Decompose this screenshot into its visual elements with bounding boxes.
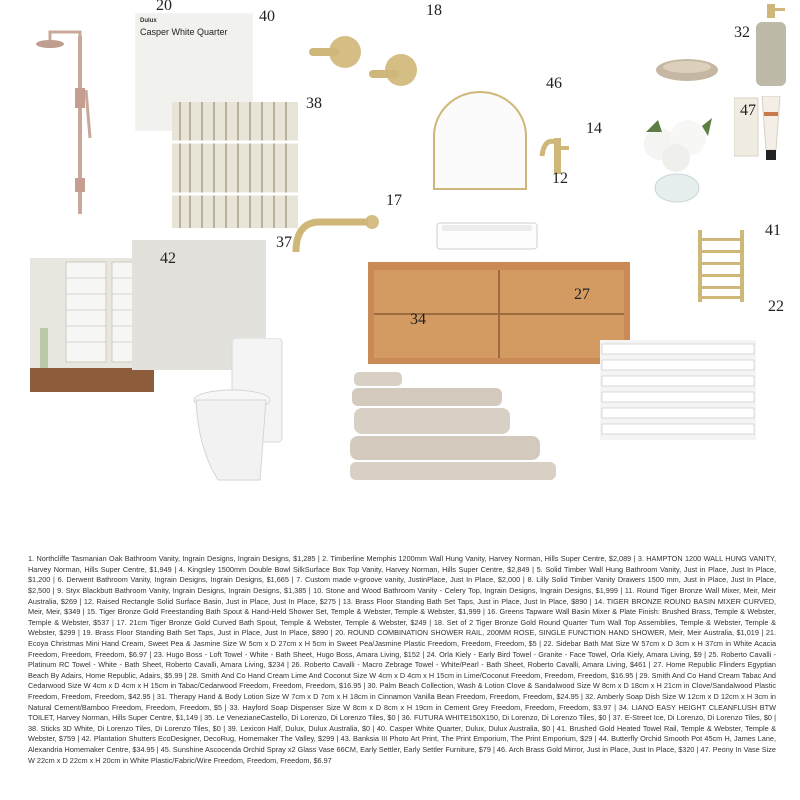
basin-mixer-image bbox=[538, 134, 570, 174]
bath-mat-image bbox=[600, 340, 756, 440]
heated-towel-rail-image bbox=[694, 228, 750, 304]
item-number-41: 41 bbox=[765, 222, 781, 239]
item-number-47: 47 bbox=[740, 102, 756, 119]
item-number-20: 20 bbox=[156, 0, 172, 14]
item-number-32: 32 bbox=[734, 24, 750, 41]
wall-taps-image bbox=[305, 30, 421, 95]
shower-rail-image bbox=[30, 28, 100, 220]
sticks-tile-image bbox=[172, 102, 298, 228]
item-number-22: 22 bbox=[768, 298, 784, 315]
item-number-42: 42 bbox=[160, 250, 176, 267]
peony-vase-image bbox=[636, 114, 718, 204]
bath-spout-image bbox=[292, 210, 380, 270]
toilet-image bbox=[192, 338, 284, 484]
item-number-34: 34 bbox=[410, 311, 426, 328]
towel-stack-image bbox=[350, 370, 556, 482]
product-list-caption: 1. Northcliffe Tasmanian Oak Bathroom Vanity, Ingrain Designs, Ingrain Designs, $1,285 | 2. Timberline Memphis 1200mm Wall Hung Vanity, Harvey Norman, Hills Super Centre, $2,089 | 3. HAMPTON 1200 WALL HUNG VANITY, Harvey Norman, Hills Super Centre, $1,949 | 4. Kingsley 1500mm Double Bowl SilkSurface Box Top Vanity, Harvey Norman, Hills Super Centre, $2,849 | 5. Solid Timber Wall Hung Bathroom Vanity, Just in Place, Just In Place, $1,200 | 6. Derwent Bathroom Vanity, Ingrain Designs, Ingrain Designs, $1,665 | 7. Custom made v-groove vanity, JustinPlace, Just In Place, $2,000 | 8. Lilly Solid Timber Vanity Drawers 1500 mm, Just in Place, Just In Place, $2,500 | 9. Styx Blackbutt Bathroom Vanity, Ingrain Designs, Ingrain Designs, $1,385 | 10. Stone and Wood Bathroom Vanity - Celery Top, Ingrain Designs, Ingrain Designs, $1,999 | 11. Round Tiger Bronze Wall Mixer, Meir, Meir Australia, $269 | 12. Raised Rectangle Solid Surface Basin, Just in Place, Just In Place, $275 | 13. Brass Floor Standing Bath Set Taps, Just in Place, Just In Place, $890 | 14. TIGER BRONZE ROUND BASIN MIXER CURVED, Meir, Meir, $349 | 15. Tiger Bronze Gold Freestanding Bath Spout & Hand-Held Shower Set, Temple & Webster, Temple & Webster, $1,999 | 16. Greens Tapware Wall Basin Mixer & Plate Finish: Brushed Brass, Temple & Webster, Temple & Webster, $537 | 17. 21cm Tiger Bronze Gold Curved Bath Spout, Temple & Webster, Temple & Webster, $249 | 18. Set of 2 Tiger Bronze Gold Round Quarter Turn Wall Top Assemblies, Temple & Webster, Temple & Webster, $299 | 19. Brass Floor Standing Bath Set Taps, Just in Place, Just In Place, $890 | 20. ROUND COMBINATION SHOWER RAIL, 200MM ROSE, SINGLE FUNCTION HAND SHOWER, Meir, Meir Australia, $1,019 | 21. Ecoya Christmas Mini Hand Cream, Sweet Pea & Jasmine Size W 5cm x D 27cm x H 5cm in Sweet Pea/Jasmine Plastic Freedom, Freedom, Freedom, $5 | 22. Sidebar Bath Mat Size W 57cm x D 3cm x H 37cm in White Acacia Freedom, Freedom, Freedom, $6.97 | 23. Hugo Boss - Loft Towel - White - Bath Sheet, Hugo Boss, Amara Living, $152 | 24. Orla Kiely - Early Bird Towel - Granite - Face Towel, Orla Kiely, Amara Living, $9 | 25. Roberto Cavalli - Platinum RC Towel - White - Bath Sheet, Roberto Cavalli, Amara Living, $234 | 26. Roberto Cavalli - Macro Zebrage Towel - White/Pearl - Bath Sheet, Roberto Cavalli, Amara Living, $461 | 27. Home Republic Flinders Egyptian Beach By Adairs, Home Republic, Adairs, $5.99 | 28. Smith And Co Hand Cream Lime And Coconut Size W 4cm x D 4cm x H 15cm in Lime/Coconut Freedom, Freedom, Freedom, $16.95 | 29. Smith And Co Hand Cream Tabac And Cedarwood Size W 4cm x D 4cm x H 15cm in Tabac/Cedarwood Freedom, Freedom, Freedom, $16.95 | 30. Palm Beach Collection, Wash & Lotion Clove & Sandalwood Size W 8cm x D 18cm x H 21cm in Clove/Sandalwood Plastic Freedom, Freedom, Freedom, $42.95 | 31. Therapy Hand & Body Lotion Size W 7cm x D 7cm x H 18cm in Cinnamon Vanilla Bean Freedom, Freedom, Freedom, $24.95 | 32. Amberly Soap Dish Size W 12cm x D 12cm x H 3cm in Natural Cement/Bamboo Freedom, Freedom, Freedom, $5 | 33. Hayford Soap Dispenser Size W 8cm x D 8cm x H 19cm in Cement Grey Freedom, Freedom, Freedom, $3.97 | 34. LIANO EASY HEIGHT CLEANFLUSH BTW TOILET, Harvey Norman, Hills Super Centre, $1,149 | 35. Le VenezianeCastello, Di Lorenzo, Di Lorenzo Tiles, $0 | 36. FUTURA WHITE150X150, Di Lorenzo, Di Lorenzo Tiles, $0 | 37. E-Street Ice, Di Lorenzo, Di Lorenzo Tiles, $0 | 38. Sticks 3D White, Di Lorenzo Tiles, Di Lorenzo Tiles, $0 | 39. Lexicon Half, Dulux, Dulux Australia, $0 | 40. Casper White Quarter, Dulux, Dulux Australia, $0 | 41. Brushed Gold Heated Towel Rail, Temple & Webster, Temple & Webster, $759 | 42. Plantation Shutters EcoDesigner, DecoRug, Homemaker The Valley, $299 | 43. Banksia III Photo Art Print, The Print Emporium, The Print Emporium, $29 | 44. Butterfly Orchid Smooth Pot 45cm H, James Lane, Alexandria Homemaker Centre, $34.95 | 45. Sunshine Ascocenda Orchid Spray x2 Glass Vase 66CM, Early Settler, Early Settler Furniture, $79 | 46. Arch Brass Gold Mirror, Just in Place, Just In Place, $320 | 47. Peony In Vase Size W 22cm x D 22cm x H 20cm in White Plastic/Fabric/Wire Freedom, Freedom, Freedom, $6.97 bbox=[28, 554, 776, 765]
soap-dispenser-image bbox=[752, 4, 792, 86]
item-number-27: 27 bbox=[574, 286, 590, 303]
swatch-brand: Dulux bbox=[140, 18, 157, 24]
item-number-14: 14 bbox=[586, 120, 602, 137]
arch-mirror-image bbox=[432, 90, 528, 190]
item-number-18: 18 bbox=[426, 2, 442, 19]
item-number-37: 37 bbox=[276, 234, 292, 251]
swatch-name: Casper White Quarter bbox=[140, 27, 228, 37]
timber-vanity-image bbox=[368, 262, 630, 364]
item-number-12: 12 bbox=[552, 170, 568, 187]
item-number-40: 40 bbox=[259, 8, 275, 25]
item-number-17: 17 bbox=[386, 192, 402, 209]
basin-image bbox=[436, 222, 538, 250]
soap-dish-image bbox=[655, 56, 719, 84]
item-number-46: 46 bbox=[546, 75, 562, 92]
item-number-38: 38 bbox=[306, 95, 322, 112]
